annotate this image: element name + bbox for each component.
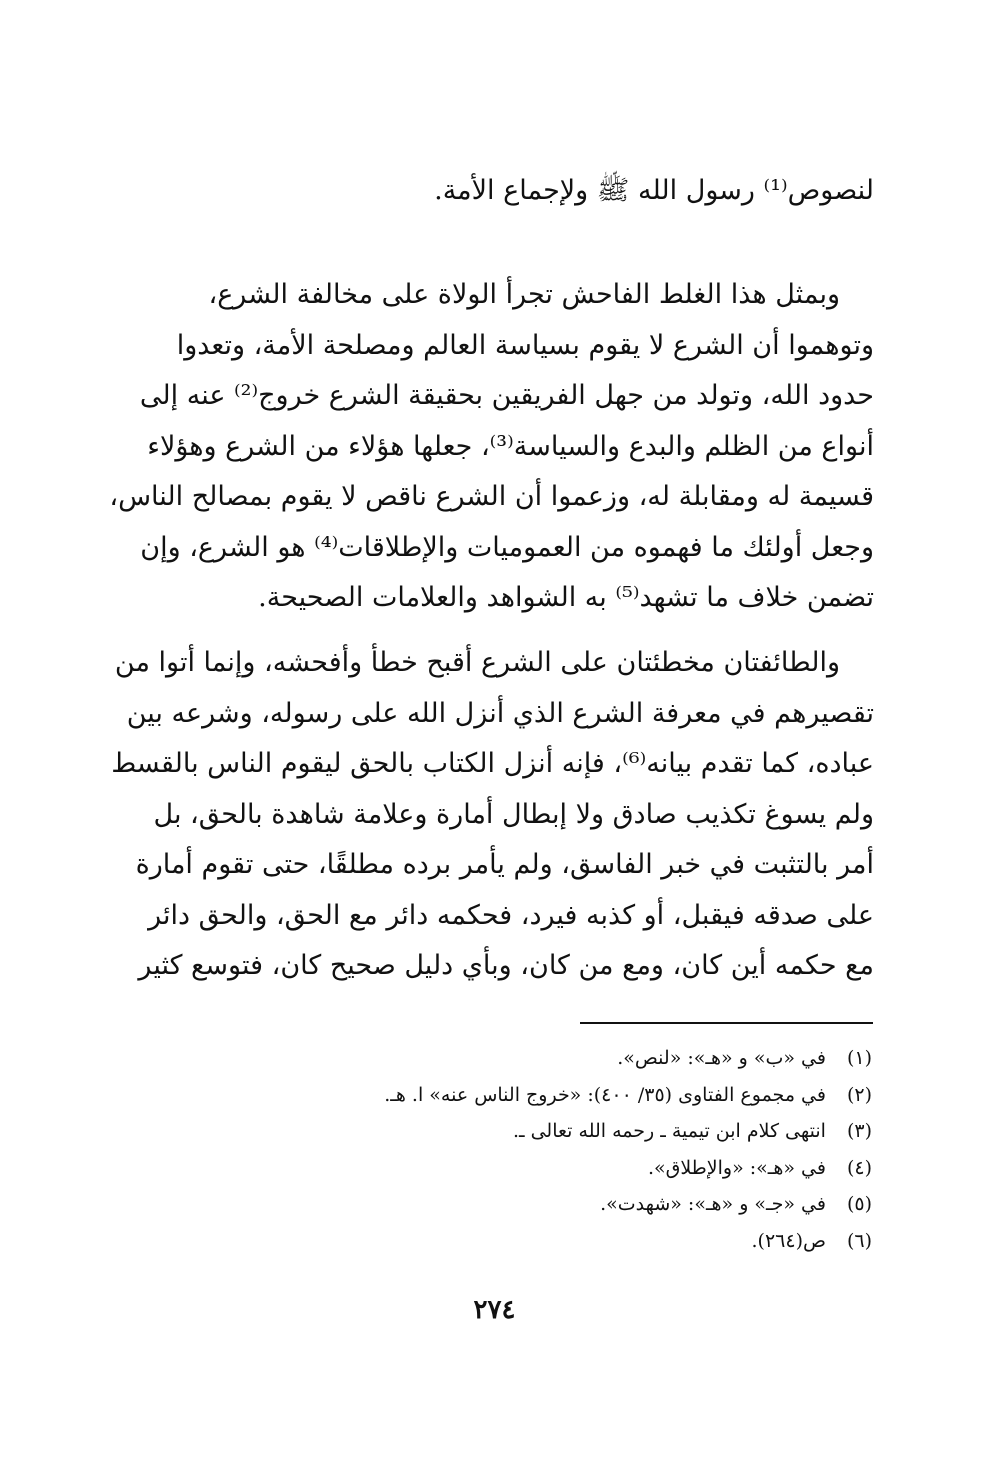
paragraph-line: وبمثل هذا الغلط الفاحش تجرأ الولاة على مخالفة الشرع، bbox=[208, 279, 840, 310]
paragraph-line: ولم يسوغ تكذيب صادق ولا إبطال أمارة وعلامة شاهدة بالحق، بل bbox=[153, 798, 874, 830]
footnote-number: (٢) bbox=[846, 1083, 872, 1106]
page-number: ٢٧٤ bbox=[473, 1295, 516, 1325]
footnote-item bbox=[104, 1150, 872, 1187]
footnote-item bbox=[104, 1223, 872, 1260]
footnote-item bbox=[104, 1040, 872, 1077]
footnote-number: (٤) bbox=[846, 1156, 872, 1179]
footnote-number: (٥) bbox=[846, 1193, 872, 1216]
footnote-text: في «هـ»: «والإطلاق». bbox=[647, 1156, 826, 1179]
paragraph-line: تضمن خلاف ما تشهد⁽⁵⁾ به الشواهد والعلامات الصحيحة. bbox=[258, 582, 874, 613]
footnote-item bbox=[104, 1077, 872, 1114]
paragraph-line: لنصوص⁽¹⁾ رسول الله ﷺ ولإجماع الأمة. bbox=[434, 175, 874, 206]
footnote-text: في «جـ» و «هـ»: «شهدت». bbox=[600, 1193, 826, 1216]
footnote-text: في مجموع الفتاوى (٣٥/ ٤٠٠): «خروج الناس عنه» ا. هـ. bbox=[384, 1083, 826, 1106]
paragraph-line: وجعل أولئك ما فهموه من العموميات والإطلاقات⁽⁴⁾ هو الشرع، وإن bbox=[140, 531, 874, 563]
paragraph-line: أنواع من الظلم والبدع والسياسة⁽³⁾، جعلها هؤلاء من الشرع وهؤلاء bbox=[147, 430, 874, 462]
paragraph-2 bbox=[104, 270, 874, 624]
footnote-text: ص(٢٦٤). bbox=[751, 1229, 826, 1252]
footnote-item bbox=[104, 1113, 872, 1150]
paragraph-line: تقصيرهم في معرفة الشرع الذي أنزل الله على رسوله، وشرعه بين bbox=[126, 697, 874, 729]
footnote-item bbox=[104, 1186, 872, 1223]
footnote-number: (٣) bbox=[846, 1120, 872, 1143]
footnote-number: (١) bbox=[846, 1047, 872, 1069]
paragraph-line: على صدقه فيقبل، أو كذبه فيرد، فحكمه دائر مع الحق، والحق دائر bbox=[148, 899, 874, 931]
paragraph-line: عباده، كما تقدم بيانه⁽⁶⁾، فإنه أنزل الكتاب بالحق ليقوم الناس بالقسط bbox=[111, 748, 874, 779]
paragraph-line: وتوهموا أن الشرع لا يقوم بسياسة العالم ومصلحة الأمة، وتعدوا bbox=[176, 329, 874, 361]
paragraph-line: حدود الله، وتولد من جهل الفريقين بحقيقة الشرع خروج⁽²⁾ عنه إلى bbox=[139, 380, 874, 411]
footnote-text: في «ب» و «هـ»: «لنص». bbox=[617, 1047, 826, 1069]
paragraph-line: أمر بالتثبت في خبر الفاسق، ولم يأمر برده مطلقًا، حتى تقوم أمارة bbox=[135, 849, 874, 880]
footnotes bbox=[104, 1040, 872, 1260]
paragraph-continuation bbox=[104, 166, 874, 217]
footnote-text: انتهى كلام ابن تيمية ـ رحمه الله تعالى ـ. bbox=[512, 1120, 826, 1143]
footnote-number: (٦) bbox=[846, 1229, 872, 1252]
paragraph-line: مع حكمه أين كان، ومع من كان، وبأي دليل صحيح كان، فتوسع كثير bbox=[138, 950, 874, 981]
paragraph-line: قسيمة له ومقابلة له، وزعموا أن الشرع ناقص لا يقوم بمصالح الناس، bbox=[109, 481, 874, 512]
paragraph-line: والطائفتان مخطئتان على الشرع أقبح خطأ وأفحشه، وإنما أتوا من bbox=[114, 647, 840, 678]
paragraph-3 bbox=[104, 638, 874, 992]
footnote-divider bbox=[580, 1022, 873, 1024]
